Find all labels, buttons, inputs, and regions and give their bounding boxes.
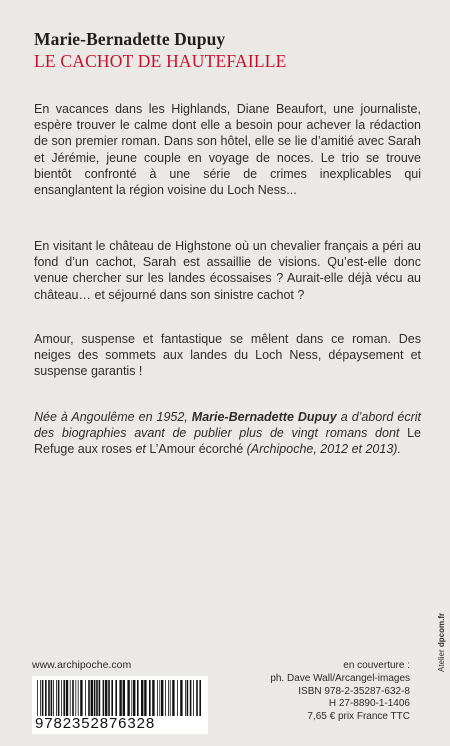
barcode-bar (170, 680, 171, 716)
isbn: ISBN 978-2-35287-632-8 (298, 685, 410, 697)
barcode-bar (165, 680, 166, 716)
barcode-bar (111, 680, 113, 716)
barcode-bar (161, 680, 163, 716)
barcode-bar (37, 680, 38, 716)
book-title: LE CACHOT DE HAUTEFAILLE (34, 51, 287, 71)
barcode-bar (127, 680, 129, 716)
barcode-bar (187, 680, 189, 716)
barcode-bar (196, 680, 198, 716)
barcode-bar (91, 680, 93, 716)
barcode-bar (177, 680, 178, 716)
barcode-bar (40, 680, 41, 716)
bio-book-2: L’Amour écorché (149, 442, 244, 457)
author-name: Marie-Bernadette Dupuy (34, 29, 226, 49)
atelier-prefix: Atelier (437, 647, 446, 672)
barcode-bar (185, 680, 186, 716)
barcode-bar (123, 680, 125, 716)
barcode-bar (172, 680, 174, 716)
summary-paragraph-2: En visitant le château de Highstone où un chevalier français a péri au fond d’un cachot, Sarah est assaillie de visions. Qu’est-elle donc venue chercher sur les landes écossaises ? Aurait-elle déjà vécu au château… et séjourné dans son sinistre cachot ? (34, 239, 421, 302)
barcode-bar (168, 680, 169, 716)
barcode-bar (149, 680, 151, 716)
barcode-bar (137, 680, 139, 716)
barcode-bar (99, 680, 101, 716)
barcode-number: 9782352876328 (35, 715, 156, 732)
author-bio (34, 409, 421, 458)
credits-block (270, 660, 410, 724)
barcode-bar (42, 680, 44, 716)
barcode-bar (141, 680, 143, 716)
photo-credit: ph. Dave Wall/Arcangel-images (270, 672, 410, 684)
barcode-bar (115, 680, 117, 716)
atelier-name: dpcom.fr (437, 612, 446, 648)
barcode-bar (85, 680, 86, 716)
barcode-bar (157, 680, 158, 716)
barcode-bar (72, 680, 74, 716)
product-code: H 27-8890-1-1406 (328, 698, 410, 710)
barcode-bar (144, 680, 146, 716)
barcode-bar (45, 680, 47, 716)
summary-paragraph-3: Amour, suspense et fantastique se mêlent dans ce roman. Des neiges des sommets aux landes du Loch Ness, dépaysement et suspense garantis ! (34, 332, 421, 379)
bio-author-name: Marie-Bernadette Dupuy (191, 410, 337, 424)
bio-text-1: Née à Angoulême en 1952, (34, 410, 192, 424)
barcode-bar (180, 680, 182, 716)
barcode-bar (190, 680, 192, 716)
barcode-bar (51, 680, 53, 716)
cover-label: en couverture : (343, 660, 410, 671)
barcode-bar (133, 680, 135, 716)
barcode-bar (78, 680, 79, 716)
barcode-bar (56, 680, 57, 716)
price: 7,65 € prix France TTC (307, 711, 410, 723)
barcode-bar (75, 680, 76, 716)
barcode-bar (131, 680, 132, 716)
barcode-bar (53, 680, 54, 716)
barcode-bar (88, 680, 90, 716)
bio-text-4: (Archipoche, 2012 et 2013). (243, 442, 401, 457)
bio-book-1: Le Refuge aux roses (34, 426, 421, 457)
barcode-bar (58, 680, 60, 716)
barcode-bar (159, 680, 160, 716)
bio-text-3: et (131, 442, 150, 457)
barcode-bar (48, 680, 50, 716)
barcode-bar (119, 680, 121, 716)
barcode-box (32, 676, 208, 734)
publisher-website[interactable]: www.archipoche.com (32, 659, 132, 671)
barcode-bar (193, 680, 194, 716)
barcode-bar (199, 680, 201, 716)
atelier-credit (437, 613, 446, 672)
barcode-bar (108, 680, 110, 716)
barcode-bar (80, 680, 82, 716)
barcode-bar (70, 680, 71, 716)
barcode-bar (94, 680, 96, 716)
barcode-bar (63, 680, 65, 716)
barcode-bar (96, 680, 98, 716)
barcode-bar (66, 680, 68, 716)
barcode-icon (34, 680, 206, 716)
summary-paragraph-1: En vacances dans les Highlands, Diane Beaufort, une journaliste, espère trouver le calme dont elle a besoin pour achever la rédaction de son premier roman. Dans son hôtel, elle se lie d’amitié avec Sarah et Jérémie, jeune couple en voyage de noces. Le trio se trouve bientôt confronté à une série de crimes inexplicables qui ensanglantent la région voisine du Loch Ness... (34, 102, 421, 198)
barcode-bar (61, 680, 62, 716)
barcode-bar (152, 680, 154, 716)
bio-text-2: a d’abord écrit des biographies avant de publier plus de vingt romans dont (34, 410, 421, 441)
barcode-bar (105, 680, 107, 716)
barcode-bar (103, 680, 105, 716)
